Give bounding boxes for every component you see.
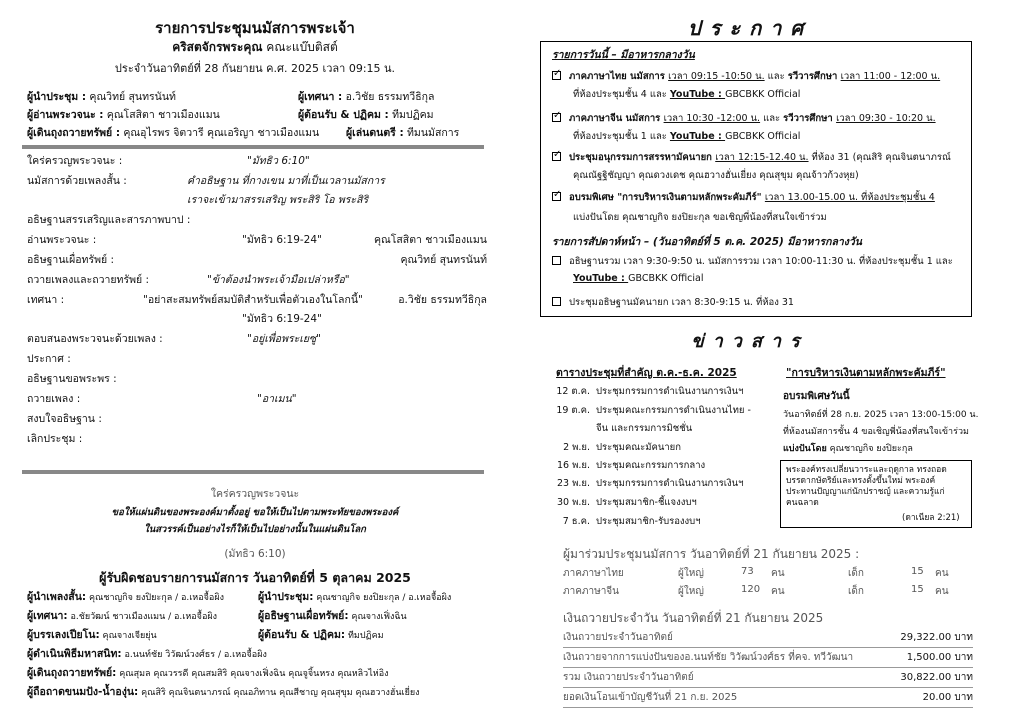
today-item-line2: คุณณัฐฐิชัญญา คุณดวงเดช คุณฮวางฮั่นเยี่ยง คุณสุขุม คุณจ้าวก้วงหุย) <box>573 170 859 181</box>
order-row: นมัสการด้วยเพลงสั้น : คำอธิษฐาน ที่กางเขน มาที่เป็นเวลานมัสการ <box>27 175 385 187</box>
order-row: ใคร่ครวญพระวจนะ : "มัทธิว 6:10" <box>27 155 310 167</box>
schedule-row: 7 ธ.ค. ประชุมสมาชิก-รับรองงบฯ <box>562 516 701 527</box>
order-row: ถวายเพลง : "อาเมน" <box>27 393 297 405</box>
next-week-item-line2: YouTube : GBCBKK Official <box>573 273 704 284</box>
today-item: ✓ภาคภาษาไทย นมัสการ เวลา 09:15 -10:50 น. และ รวีวารศึกษา เวลา 11:00 - 12:00 น. <box>552 69 940 84</box>
checkbox-checked <box>552 152 561 161</box>
verse-text: พระองค์ทรงเปลี่ยนวาระและฤดูกาล ทรงถอด บรรดากษัตริย์และทรงตั้งขึ้นใหม่ พระองค์ ประทานปัญญาแก่นักปราชญ์ และความรู้แก่ คนฉลาด <box>786 465 947 508</box>
finance-time: วันอาทิตย์ที่ 28 ก.ย. 2025 เวลา 13:00-15:00 น. <box>783 410 979 420</box>
schedule-row: 16 พ.ย. ประชุมคณะกรรมการกลาง <box>557 460 706 471</box>
role-leader: ผู้นำประชุม : คุณวิทย์ สุนทรนันท์ <box>27 91 176 103</box>
divider-top <box>22 145 484 149</box>
checkbox-checked <box>552 192 561 201</box>
reflect-line2: ในสวรรค์เป็นอย่างไรก็ให้เป็นไปอย่างนั้นในแผ่นดินโลก <box>144 524 366 535</box>
offering-row: ยอดเงินโอนเข้าบัญชีวันที่ 21 ก.ย. 2025 20.00 บาท <box>563 690 973 708</box>
finance-sub: อบรมพิเศษวันนี้ <box>783 391 850 402</box>
next-role: ผู้นำเพลงสั้น: คุณชาญกิจ ยงปิยะกุล / อ.เหอจื้อผิง <box>27 591 224 603</box>
news-title: ข่าวสาร <box>691 331 809 352</box>
role-music: ผู้เล่นดนตรี : ทีมนมัสการ <box>346 127 460 139</box>
schedule-heading: ตารางประชุมที่สำคัญ ต.ค.-ธ.ค. 2025 <box>556 367 737 379</box>
order-row: สงบใจอธิษฐาน : <box>27 413 102 425</box>
attendance-heading: ผู้มาร่วมประชุมนมัสการ วันอาทิตย์ที่ 21 กันยายน 2025 : <box>563 547 860 561</box>
finance-place: ที่ห้องนมัสการชั้น 4 ขอเชิญพี่น้องที่สนใจเข้าร่วม <box>783 427 969 437</box>
offering-row: เงินถวายจากการแบ่งปันของอ.นนท์ชัย วิวัฒน์วงศ์ธร ที่คจ. ทวีวัฒนา 1,500.00 บาท <box>563 650 973 668</box>
checkbox-unchecked <box>552 256 561 265</box>
reflect-ref: (มัทธิว 6:10) <box>224 548 286 560</box>
church-type: คณะแบ๊บติสต์ <box>262 40 338 54</box>
verse-ref: (ดาเนียล 2:21) <box>902 513 960 523</box>
next-role: ผู้อธิษฐานเผื่อทรัพย์: คุณจางเฟิ่งฉิน <box>258 610 407 622</box>
offering-row: เงินถวายประจำวันอาทิตย์ 29,322.00 บาท <box>563 630 973 648</box>
today-item: ✓ภาคภาษาจีน นมัสการ เวลา 10:30 -12:00 น. และ รวีวารศึกษา เวลา 09:30 - 10:20 น. <box>552 111 936 126</box>
next-role: ผู้ถือถาดขนมปัง-น้ำองุ่น: คุณสิริ คุณจินตนาภรณ์ คุณอภิทาน คุณสีชาญ คุณสุขุม คุณฮวางฮั่นเยี่ยง <box>27 686 420 698</box>
role-preacher: ผู้เทศนา : อ.วิชัย ธรรมทวีธิกุล <box>298 91 435 103</box>
checkbox-checked <box>552 71 561 80</box>
service-date: ประจำวันอาทิตย์ที่ 28 กันยายน ค.ศ. 2025 เวลา 09:15 น. <box>114 62 396 75</box>
next-role: ผู้บรรเลงเปียโน: คุณจางเจียยุ่น <box>27 629 157 641</box>
next-role: ผู้ดำเนินพิธีมหาสนิท: อ.นนท์ชัย วิวัฒน์วงศ์ธร / อ.เหอจื้อผิง <box>27 648 267 660</box>
today-heading: รายการวันนี้ – มีอาหารกลางวัน <box>552 49 695 61</box>
schedule-row: จีน และกรรมการมิชชั่น <box>596 423 693 434</box>
schedule-row: 23 พ.ย. ประชุมกรรมการดำเนินงานการเงินฯ <box>557 478 744 489</box>
order-row: อธิษฐานเผื่อทรัพย์ : คุณวิทย์ สุนทรนันท์ <box>27 254 487 266</box>
finance-heading: "การบริหารเงินตามหลักพระคัมภีร์" <box>786 367 946 379</box>
bulletin-title: รายการประชุมนมัสการพระเจ้า <box>155 19 355 37</box>
today-item: ✓ประชุมอนุกรรมการสรรหามัคนายก เวลา 12:15-12.40 น. ที่ห้อง 31 (คุณสิริ คุณจินตนาภรณ์ <box>552 150 951 165</box>
attendance-table <box>563 566 949 602</box>
checkbox-unchecked <box>552 297 561 306</box>
attendance-row: ภาคภาษาจีน ผู้ใหญ่ 120 คน เด็ก 15 คน <box>563 584 949 597</box>
order-row: อ่านพระวจนะ : "มัทธิว 6:19-24" คุณโสสิตา ชาวเมืองแมน <box>27 234 487 246</box>
next-week-item: อธิษฐานรวม เวลา 9:30-9:50 น. นมัสการรวม เวลา 10:00-11:30 น. ที่ห้องประชุมชั้น 1 และ <box>552 254 953 269</box>
order-row: อธิษฐานสรรเสริญและสารภาพบาป : <box>27 214 191 226</box>
order-row: ประกาศ : <box>27 353 71 365</box>
today-item-line2: ที่ห้องประชุมชั้น 4 และ YouTube : GBCBKK Official <box>573 89 801 100</box>
schedule-row: 19 ต.ค. ประชุมคณะกรรมการดำเนินงานไทย - <box>556 405 751 416</box>
role-reader: ผู้อ่านพระวจนะ : คุณโสสิตา ชาวเมืองแมน <box>27 109 220 121</box>
offering-heading: เงินถวายประจำวัน วันอาทิตย์ที่ 21 กันยายน 2025 <box>563 611 824 625</box>
today-item: ✓อบรมพิเศษ "การบริหารเงินตามหลักพระคัมภีร์" เวลา 13.00-15.00 น. ที่ห้องประชุมชั้น 4 <box>552 190 935 205</box>
next-week-heading: รายการสัปดาห์หน้า – (วันอาทิตย์ที่ 5 ต.ค. 2025) มีอาหารกลางวัน <box>552 236 862 248</box>
role-offering: ผู้เดินถุงถวายทรัพย์ : คุณอุไรพร จิตวารี คุณเอริญา ชาวเมืองแมน <box>27 127 320 139</box>
offering-row: รวม เงินถวายประจำวันอาทิตย์ 30,822.00 บาท <box>563 670 973 688</box>
order-row: อธิษฐานขอพระพร : <box>27 373 117 385</box>
schedule-row: 12 ต.ค. ประชุมกรรมการดำเนินงานการเงินฯ <box>556 386 744 397</box>
checkbox-checked <box>552 113 561 122</box>
schedule-row: 2 พ.ย. ประชุมคณะมัคนายก <box>563 442 681 453</box>
offering-table <box>563 630 973 708</box>
divider-middle <box>22 470 484 474</box>
church-name: คริสตจักรพระคุณ <box>172 40 263 54</box>
today-item-line2: แบ่งปันโดย คุณชาญกิจ ยงปิยะกุล ขอเชิญพี่น้องที่สนใจเข้าร่วม <box>573 212 827 223</box>
role-usher: ผู้ต้อนรับ & ปฏิคม : ทีมปฏิคม <box>298 109 434 121</box>
order-row: ถวายเพลงและถวายทรัพย์ : "ข้าต้องนำพระเจ้ามือเปล่าหรือ" <box>27 274 350 286</box>
order-of-service <box>27 152 487 450</box>
order-row: เลิกประชุม : <box>27 433 83 445</box>
order-row: "มัทธิว 6:19-24" <box>242 313 322 325</box>
schedule-list <box>548 384 772 532</box>
reflect-title: ใคร่ครวญพระวจนะ <box>210 488 300 500</box>
attendance-row: ภาคภาษาไทย ผู้ใหญ่ 73 คน เด็ก 15 คน <box>563 566 949 579</box>
next-week-item: ประชุมอธิษฐานมัคนายก เวลา 8:30-9:15 น. ที่ห้อง 31 <box>552 295 794 310</box>
next-week-roles-title: ผู้รับผิดชอบรายการนมัสการ วันอาทิตย์ที่ 5 ตุลาคม 2025 <box>99 570 411 585</box>
order-row: ตอบสนองพระวจนะด้วยเพลง : "อยู่เพื่อพระเยซู" <box>27 333 322 345</box>
next-role: ผู้เทศนา: อ.ชัยวัฒน์ ชาวเมืองแมน / อ.เหอจื้อผิง <box>27 610 218 622</box>
next-role: ผู้เดินถุงถวายทรัพย์: คุณสุมล คุณวรรดี คุณสมสิริ คุณจางเฟิ่งฉิน คุณจูจิ้นหรง คุณหลิวไห่อิง <box>27 667 389 679</box>
church-name-line <box>20 38 490 57</box>
order-row: เทศนา : "อย่าสะสมทรัพย์สมบัติสำหรับเพื่อตัวเองในโลกนี้" อ.วิชัย ธรรมทวีธิกุล <box>27 294 487 306</box>
next-role: ผู้นำประชุม: คุณชาญกิจ ยงปิยะกุล / อ.เหอจื้อผิง <box>258 591 452 603</box>
announcements-title: ประกาศ <box>687 16 813 40</box>
order-row: เราจะเข้ามาสรรเสริญ พระสิริ โอ พระสิริ <box>187 194 369 206</box>
reflect-line1: ขอให้แผ่นดินของพระองค์มาตั้งอยู่ ขอให้เป็นไปตามพระทัยของพระองค์ <box>111 507 399 518</box>
next-role: ผู้ต้อนรับ & ปฏิคม: ทีมปฏิคม <box>258 629 384 641</box>
today-item-line2: ที่ห้องประชุมชั้น 1 และ YouTube : GBCBKK Official <box>573 131 801 142</box>
finance-speaker: แบ่งปันโดย คุณชาญกิจ ยงปิยะกุล <box>783 444 913 454</box>
schedule-row: 30 พ.ย. ประชุมสมาชิก-ชี้แจงงบฯ <box>557 497 697 508</box>
